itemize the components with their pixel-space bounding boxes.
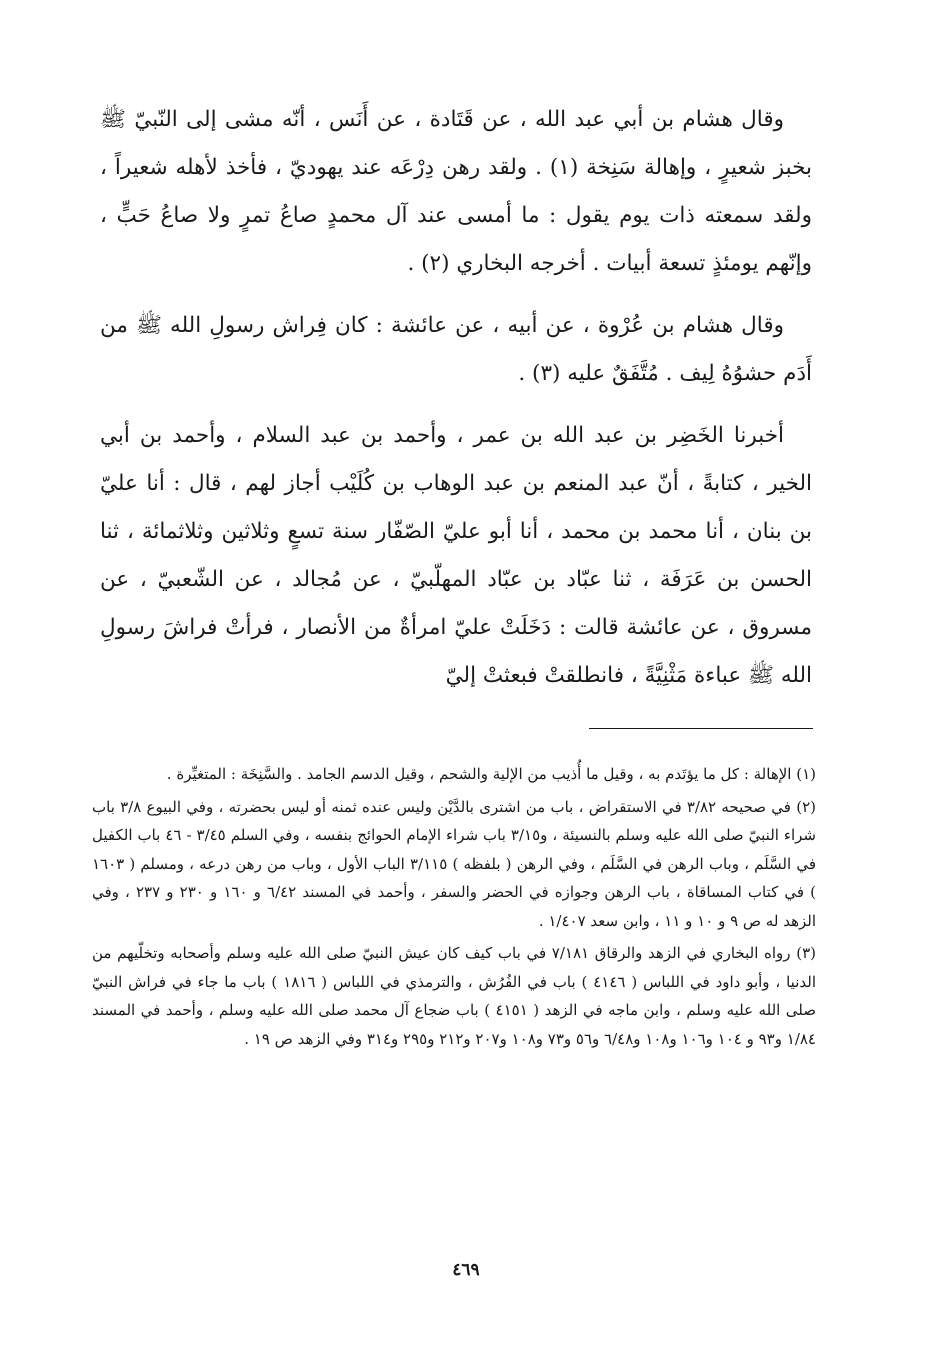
footnote-1: (١) الإهالة : كل ما يؤتَدم به ، وقيل ما أُذيب من الإلية والشحم ، وقيل الدسم الجامد . والسَّنِخَة : المتغيِّرة . [166,765,816,783]
footnotes [92,760,816,1057]
page-number: ٤٦٩ [452,1260,480,1280]
main-text [100,96,812,714]
footnote-2: (٢) في صحيحه ٣/٨٢ في الاستقراض ، باب من اشترى بالدَّيْن وليس عنده ثمنه أو ليس بحضرته ، وفي البيوع ٣/٨ باب شراء النبيّ صلى الله عليه وسلم بالنسيئة ، و٣/١٥ باب شراء الإمام الحوائج بنفسه ، وفي السلم ٣/٤٥ - ٤٦ باب الكفيل في السَّلَم ، وباب الرهن في السَّلَم ، وفي الرهن ( بلفظه ) ٣/١١٥ الباب الأول ، وباب من رهن درعه ، ومسلم ( ١٦٠٣ ) في كتاب المساقاة ، باب الرهن وجوازه في الحضر والسفر ، وأحمد في المسند ٦/٤٢ و ١٦٠ و ٢٣٠ و ٢٣٧ ، وفي الزهد له ص ٩ و ١٠ و ١١ ، وابن سعد ١/٤٠٧ . [92,797,817,930]
paragraph-isnad-aisha: أخبرنا الخَضِر بن عبد الله بن عمر ، وأحمد بن عبد السلام ، وأحمد بن أبي الخير ، كتابةً ، أنّ عبد المنعم بن عبد الوهاب بن كُلَيْب أجاز لهم ، قال : أنا عليّ بن بنان ، أنا محمد بن محمد ، أنا أبو عليّ الصّفّار سنة تسعٍ وثلاثين وثلاثمائة ، ثنا الحسن بن عَرَفَة ، ثنا عبّاد بن عبّاد المهلّبيّ ، عن مُجالد ، عن الشّعبيّ ، عن مسروق ، عن عائشة قالت : دَخَلَتْ عليّ امرأةٌ من الأنصار ، فرأتْ فراشَ رسولِ الله ﷺ عباءة مَثْنِيَّةً ، فانطلقتْ فبعثتْ إليّ [100,423,812,688]
footnote-3: (٣) رواه البخاري في الزهد والرقاق ٧/١٨١ في باب كيف كان عيش النبيّ صلى الله عليه وسلم وأصحابه وتخلّيهم من الدنيا ، وأبو داود في اللباس ( ٤١٤٦ ) باب في الفُرُش ، والترمذي في اللباس ( ١٨١٦ ) باب ما جاء في فراش النبيّ صلى الله عليه وسلم ، وابن ماجه في الزهد ( ٤١٥١ ) باب ضجاع آل محمد صلى الله عليه وسلم ، وأحمد في المسند ١/٨٤ و٩٣ و ١٠٤ و١٠٦ و١٠٨ و٦/٤٨ و٥٦ و٧٣ و١٠٨ و٢٠٧ و٢١٢ و٢٩٥ و٣١٤ وفي الزهد ص ١٩ . [92,944,817,1048]
paragraph-hisham-anas: وقال هشام بن أبي عبد الله ، عن قَتَادة ، عن أَنَس ، أنّه مشى إلى النّبيّ ﷺ بخبز شعيرٍ ، وإهالة سَنِخة (١) . ولقد رهن دِرْعَه عند يهوديّ ، فأخذ لأهله شعيراً ، ولقد سمعته ذات يوم يقول : ما أمسى عند آل محمدٍ صاعُ تمرٍ ولا صاعُ حَبٍّ ، وإنّهم يومئذٍ تسعة أبيات . أخرجه البخاري (٢) . [100,107,812,276]
footnote-separator [589,728,813,729]
paragraph-hisham-urwa: وقال هشام بن عُرْوة ، عن أبيه ، عن عائشة : كان فِراش رسولِ الله ﷺ من أَدَم حشوُهُ لِيف . مُتَّفَقٌ عليه (٣) . [100,313,812,386]
